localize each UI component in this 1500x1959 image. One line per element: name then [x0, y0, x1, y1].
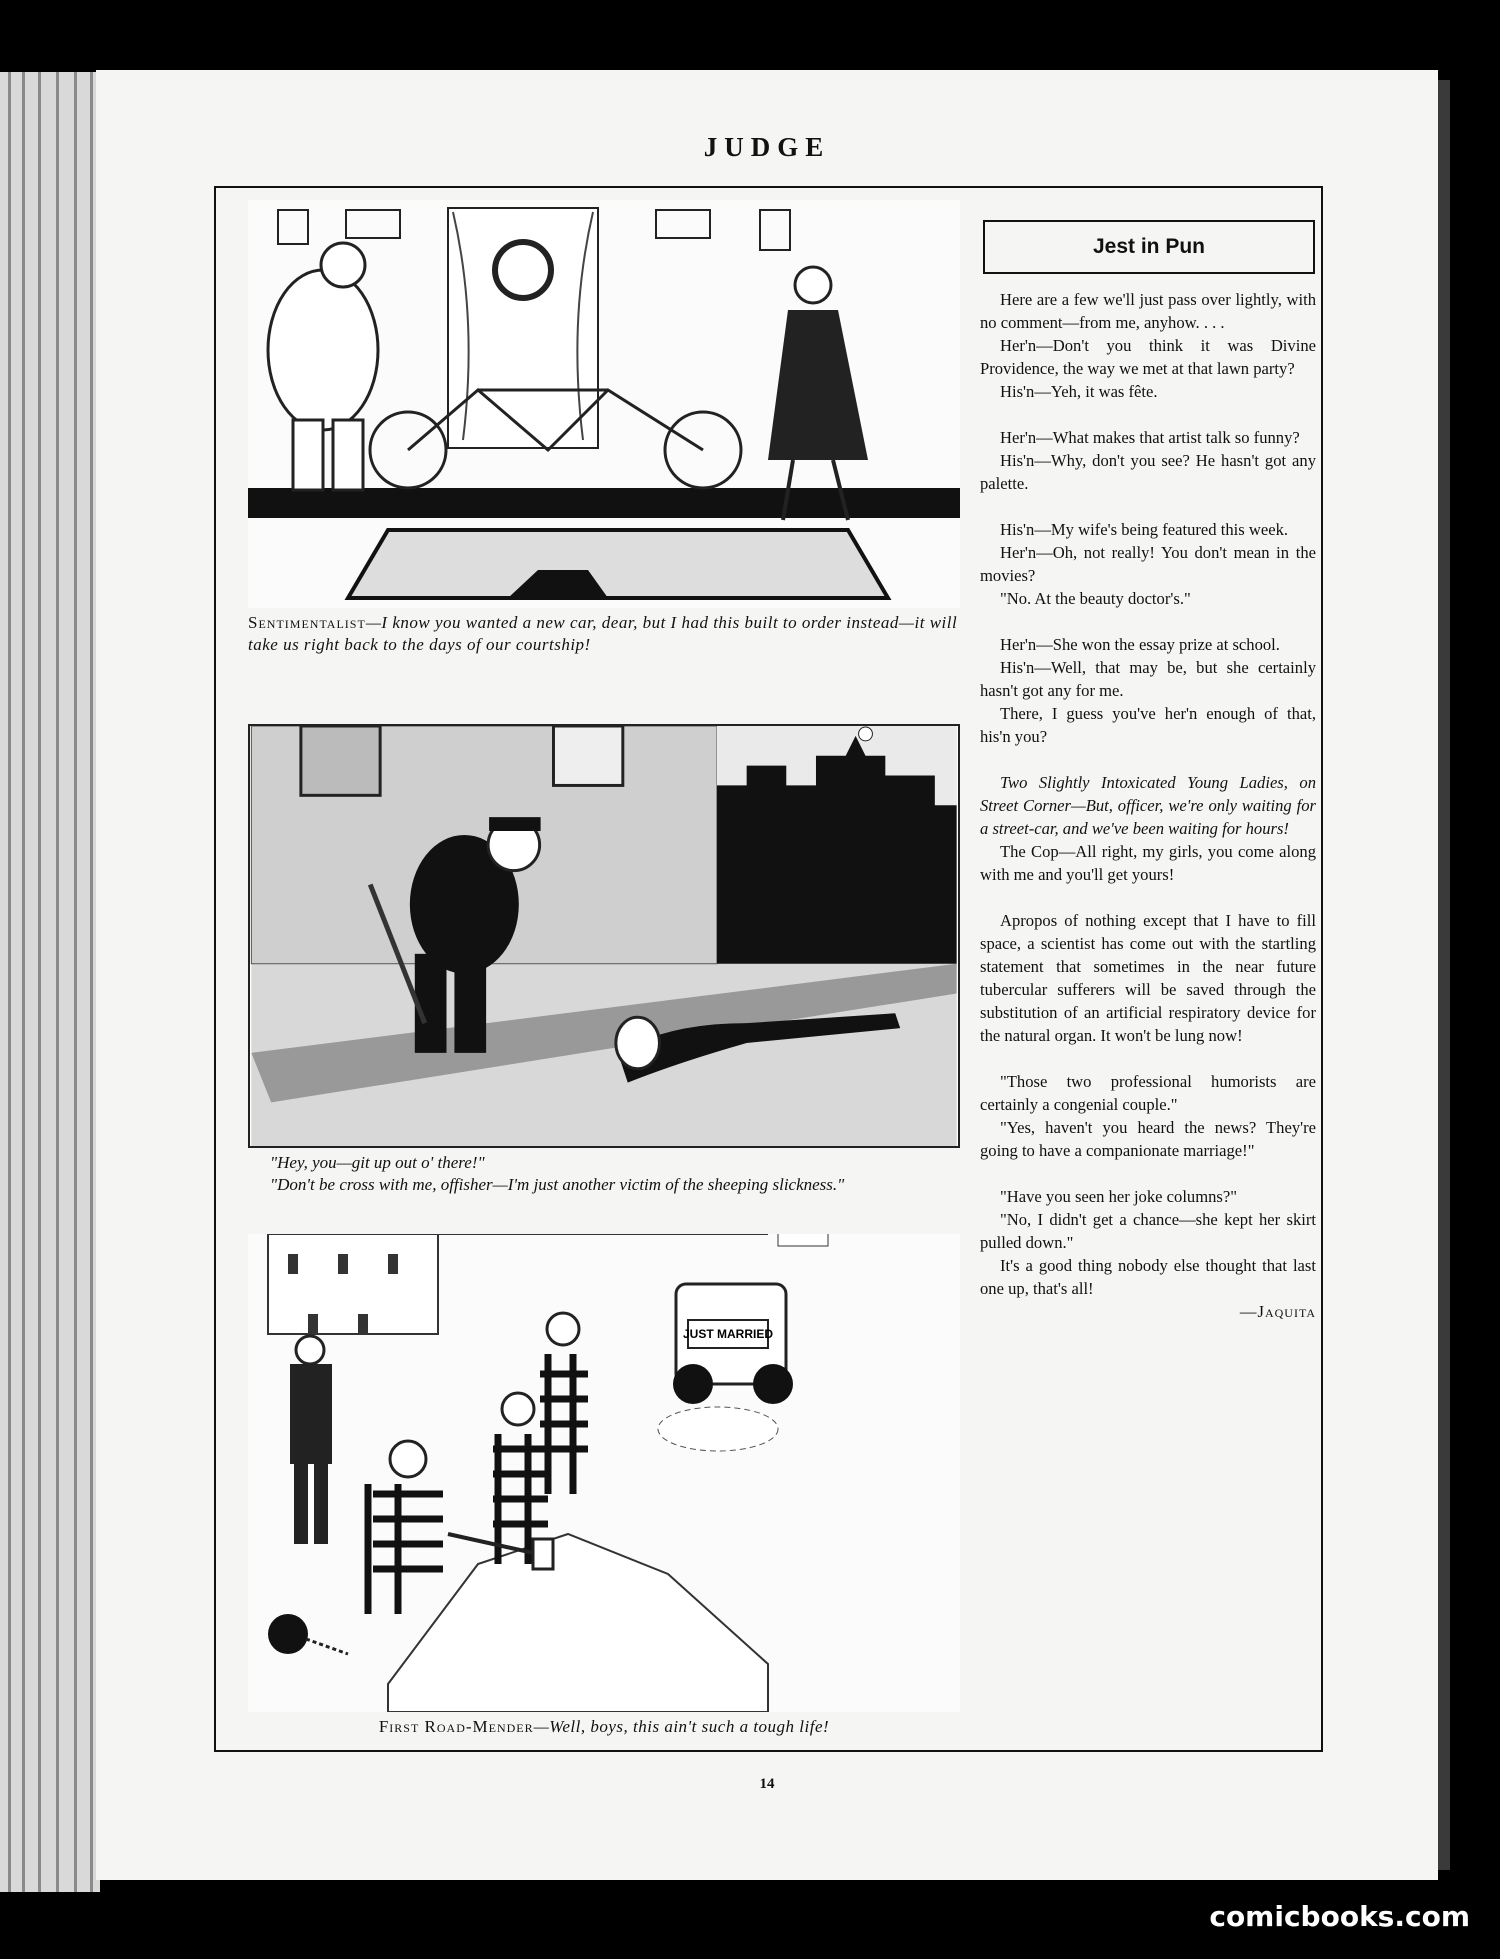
page-number: 14	[759, 1776, 775, 1792]
policeman-illustration	[250, 726, 958, 1146]
right-page-edge	[1438, 80, 1450, 1870]
caption-text: —Well, boys, this ain't such a tough life!	[533, 1717, 830, 1736]
page-edge	[8, 72, 11, 1892]
jest-column	[980, 288, 1316, 1323]
cartoon-road-menders	[248, 1234, 960, 1712]
column-paragraph: "Those two professional humorists are certainly a congenial couple."	[980, 1072, 1316, 1114]
page-edge	[74, 72, 77, 1892]
dialogue-line: "Don't be cross with me, offisher—I'm just another victim of the sheeping slickness."	[270, 1175, 845, 1194]
column-paragraph: His'n—My wife's being featured this week.	[1000, 520, 1289, 539]
page-edge	[22, 72, 25, 1892]
column-paragraph: Two Slightly Intoxicated Young Ladies, on Street Corner—But, officer, we're only waiting for a street-car, and we've been waiting for hours!	[980, 773, 1316, 838]
cartoon-policeman	[248, 724, 960, 1148]
column-paragraph: Her'n—Oh, not really! You don't mean in the movies?	[980, 543, 1316, 585]
column-paragraph: Her'n—What makes that artist talk so funny?	[1000, 428, 1300, 447]
caption-panel-2	[248, 1152, 960, 1196]
column-paragraph: "Have you seen her joke columns?"	[1000, 1187, 1238, 1206]
column-paragraph: Apropos of nothing except that I have to fill space, a scientist has come out with the startling statement that sometimes in the near future tubercular sufferers will be saved through the substitution of an artificial respiratory device for the natural organ. It won't be lung now!	[980, 911, 1316, 1045]
column-paragraph: "No. At the beauty doctor's."	[1000, 589, 1191, 608]
column-paragraph: There, I guess you've her'n enough of that, his'n you?	[980, 704, 1316, 746]
car-sign-text: JUST MARRIED	[682, 1327, 774, 1341]
watermark: comicbooks.com	[1209, 1900, 1470, 1933]
column-paragraph: "Yes, haven't you heard the news? They're going to have a companionate marriage!"	[980, 1118, 1316, 1160]
column-paragraph: Here are a few we'll just pass over lightly, with no comment—from me, anyhow. . . .	[980, 290, 1316, 332]
column-paragraph: Her'n—Don't you think it was Divine Providence, the way we met at that lawn party?	[980, 336, 1316, 378]
caption-text: —I know you wanted a new car, dear, but I had this built to order instead—it will take us right back to the days of our courtship!	[248, 613, 958, 654]
column-paragraph: The Cop—All right, my girls, you come along with me and you'll get yours!	[980, 842, 1316, 884]
page-title: JUDGE	[703, 132, 831, 162]
road-menders-illustration	[248, 1234, 960, 1712]
page-edge	[90, 72, 93, 1892]
column-paragraph: Her'n—She won the essay prize at school.	[1000, 635, 1280, 654]
caption-panel-3	[248, 1716, 960, 1738]
column-title: Jest in Pun	[983, 220, 1315, 274]
page-edge	[56, 72, 59, 1892]
author-signature: —Jaquita	[1239, 1302, 1316, 1321]
caption-panel-1	[248, 612, 960, 656]
speaker-name: Sentimentalist	[248, 613, 366, 632]
tandem-bicycle-illustration	[248, 200, 960, 608]
magazine-page	[96, 70, 1438, 1880]
column-paragraph: "No, I didn't get a chance—she kept her skirt pulled down."	[980, 1210, 1316, 1252]
column-paragraph: His'n—Why, don't you see? He hasn't got any palette.	[980, 451, 1316, 493]
page-edge	[38, 72, 41, 1892]
book-page-stack	[0, 72, 100, 1892]
column-paragraph: It's a good thing nobody else thought that last one up, that's all!	[980, 1256, 1316, 1298]
column-paragraph: His'n—Yeh, it was fête.	[1000, 382, 1158, 401]
speaker-name: First Road-Mender	[378, 1717, 534, 1736]
column-paragraph: His'n—Well, that may be, but she certainly hasn't got any for me.	[980, 658, 1316, 700]
cartoon-tandem-bicycle	[248, 200, 960, 608]
dialogue-line: "Hey, you—git up out o' there!"	[270, 1153, 485, 1172]
